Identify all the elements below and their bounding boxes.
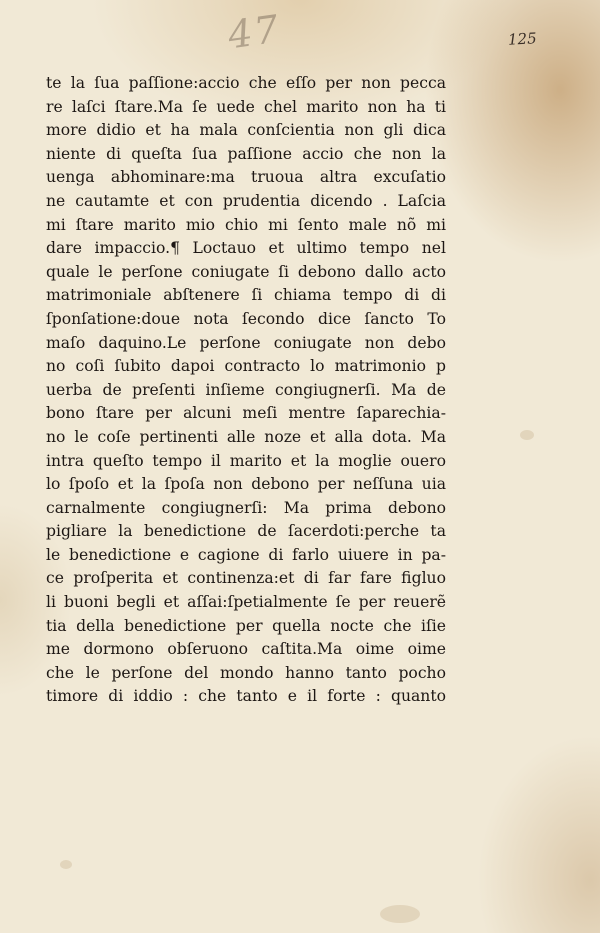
text-line: bono ſtare per alcuni meſi mentre ſaparechia- bbox=[46, 404, 446, 423]
text-line: li buoni begli et aſſai:ſpetialmente ſe per reuerẽ bbox=[46, 593, 446, 612]
text-line: mi ſtare marito mio chio mi ſento male nõ mi bbox=[46, 215, 446, 234]
text-line: niente di queſta ſua paſſione accio che non la bbox=[46, 144, 446, 163]
paper-stain bbox=[60, 860, 72, 869]
text-line: dare impaccio.¶ Loctauo et ultimo tempo nel bbox=[46, 239, 446, 258]
text-line: uerba de preſenti inſieme congiugnerſi. Ma de bbox=[46, 380, 446, 399]
text-line: carnalmente congiugnerſi: Ma prima debono bbox=[46, 498, 446, 517]
text-line: maſo daquino.Le perſone coniugate non debo bbox=[46, 333, 446, 352]
text-line: uenga abhominare:ma truoua altra excuſatio bbox=[46, 168, 446, 187]
text-line: ſponſatione:doue nota ſecondo dice ſancto To bbox=[46, 309, 446, 328]
text-line: more didio et ha mala conſcientia non gli dica bbox=[46, 121, 446, 140]
text-line: no le coſe pertinenti alle noze et alla dota. Ma bbox=[46, 427, 446, 446]
text-line: quale le perſone coniugate ſi debono dallo acto bbox=[46, 262, 446, 281]
paper-stain bbox=[380, 905, 420, 923]
handwritten-folio: 47 bbox=[225, 6, 284, 58]
text-line: ne cautamte et con prudentia dicendo . Laſcia bbox=[46, 191, 446, 210]
text-line: che le perſone del mondo hanno tanto pocho bbox=[46, 663, 446, 682]
text-line: le benedictione e cagione di farlo uiuere in pa- bbox=[46, 545, 446, 564]
text-line: pigliare la benedictione de ſacerdoti:perche ta bbox=[46, 522, 446, 541]
text-line: re laſci ſtare.Ma ſe uede chel marito non ha ti bbox=[46, 97, 446, 116]
text-line: no coſi ſubito dapoi contracto lo matrimonio p bbox=[46, 357, 446, 376]
body-text bbox=[46, 72, 446, 709]
text-line: me dormono obſeruono caſtita.Ma oime oime bbox=[46, 640, 446, 659]
text-line: tia della benedictione per quella nocte che iſie bbox=[46, 616, 446, 635]
text-line: ce proſperita et continenza:et di far fare figluo bbox=[46, 569, 446, 588]
text-line: lo ſpoſo et la ſpoſa non debono per neſſuna uia bbox=[46, 475, 446, 494]
text-line: matrimoniale abſtenere ſi chiama tempo di di bbox=[46, 286, 446, 305]
folio-number: 125 bbox=[507, 29, 538, 49]
text-line: timore di iddio : che tanto e il forte : quanto bbox=[46, 687, 446, 706]
text-line: intra queſto tempo il marito et la moglie ouero bbox=[46, 451, 446, 470]
text-line: te la ſua paſſione:accio che eſſo per non pecca bbox=[46, 74, 446, 92]
paper-stain bbox=[520, 430, 534, 440]
